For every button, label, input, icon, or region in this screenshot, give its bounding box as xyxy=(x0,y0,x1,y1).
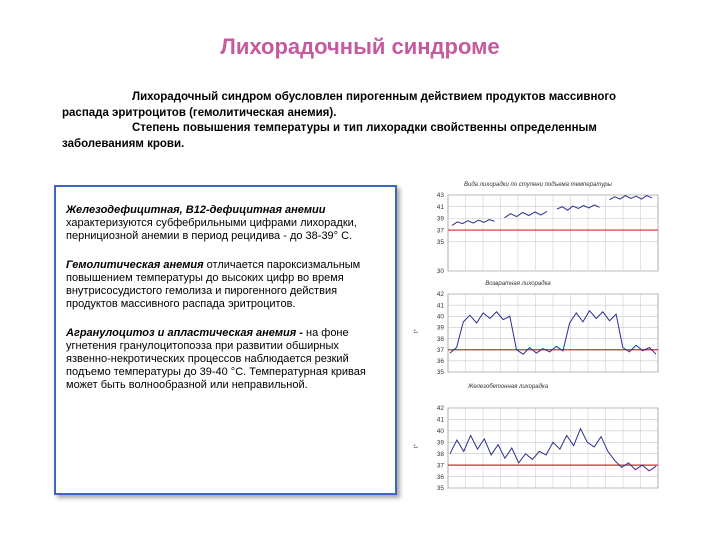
intro-text xyxy=(62,90,662,152)
chart-2-ylabel: t° xyxy=(414,443,420,448)
intro-paragraph-2 xyxy=(62,121,662,152)
chart-0-tick-label: 37 xyxy=(436,227,444,235)
chart-1-title: Возвратная лихорадка xyxy=(485,281,551,287)
chart-1-tick-label: 41 xyxy=(436,302,444,310)
chart-0-tick-label: 30 xyxy=(436,268,444,276)
fever-charts xyxy=(408,178,670,498)
chart-0-series-2-line xyxy=(557,205,600,210)
anemia-info-box xyxy=(54,185,397,495)
section-agranulocytosis-heading: Агранулоцитоз и апластическая анемия - xyxy=(66,327,303,339)
chart-2-tick-label: 38 xyxy=(436,450,444,458)
chart-2-tick-label: 39 xyxy=(436,439,444,447)
chart-0-series-1-line xyxy=(505,211,548,217)
chart-2-tick-label: 42 xyxy=(436,405,444,413)
section-hemolytic xyxy=(66,259,383,311)
intro-paragraph-1-text: Лихорадочный синдром обусловлен пирогенным действием продуктов массивного распада эритроцитов (гемолитическая анемия). xyxy=(62,91,617,119)
section-agranulocytosis xyxy=(66,327,383,392)
section-hemolytic-heading: Гемолитическая анемия xyxy=(66,259,204,271)
section-iron-b12 xyxy=(66,204,383,243)
chart-0-tick-label: 39 xyxy=(436,215,444,223)
chart-0-series-3-line xyxy=(610,196,653,200)
section-iron-b12-text: характеризуются субфебрильными цифрами лихорадки, пернициозной анемии в период рецидива - до 38-39° С. xyxy=(66,217,357,242)
chart-0-tick-label: 43 xyxy=(436,192,444,200)
fever-charts-svg xyxy=(408,178,670,498)
chart-0-tick-label: 35 xyxy=(436,238,444,246)
chart-2-tick-label: 41 xyxy=(436,416,444,424)
section-agranulocytosis-text: на фоне угнетения гранулоцитопоэза при развитии обширных язвенно-некротических процессов наблюдается резкий подъемо температуры до 39-40 °С. Температурная кривая может быть волнообразной или неправильной. xyxy=(66,327,366,391)
chart-1-tick-label: 40 xyxy=(436,313,444,321)
chart-1-tick-label: 35 xyxy=(436,369,444,377)
chart-2-tick-label: 35 xyxy=(436,485,444,493)
chart-1-ylabel: t° xyxy=(414,328,420,333)
chart-0-title: Вида лихорадки по ступени подъема температуры xyxy=(464,182,612,188)
intro-paragraph-1 xyxy=(62,90,662,121)
section-hemolytic-text: отличается пароксизмальным повышением температуры до высоких цифр во время внутрисосудистого гемолиза и пирогенного действия продуктов массивного распада эритроцитов. xyxy=(66,259,361,310)
chart-1-tick-label: 42 xyxy=(436,291,444,299)
chart-1-tick-label: 38 xyxy=(436,335,444,343)
chart-1-tick-label: 36 xyxy=(436,358,444,366)
chart-2-tick-label: 36 xyxy=(436,473,444,481)
section-iron-b12-heading: Железодефицитная, В12-дефицитная анемии xyxy=(66,204,326,216)
chart-2-title: Железобетонная лихорадка xyxy=(467,384,549,390)
chart-2-tick-label: 40 xyxy=(436,428,444,436)
chart-0-series-0-line xyxy=(452,220,495,226)
slide-title: Лихорадочный синдроме xyxy=(220,34,500,59)
chart-1-tick-label: 37 xyxy=(436,346,444,354)
chart-1-tick-label: 39 xyxy=(436,324,444,332)
intro-paragraph-2-text: Степень повышения температуры и тип лихорадки свойственны определенным заболеваниям крови. xyxy=(62,122,597,150)
chart-0-tick-label: 41 xyxy=(436,203,444,211)
chart-2-tick-label: 37 xyxy=(436,462,444,470)
